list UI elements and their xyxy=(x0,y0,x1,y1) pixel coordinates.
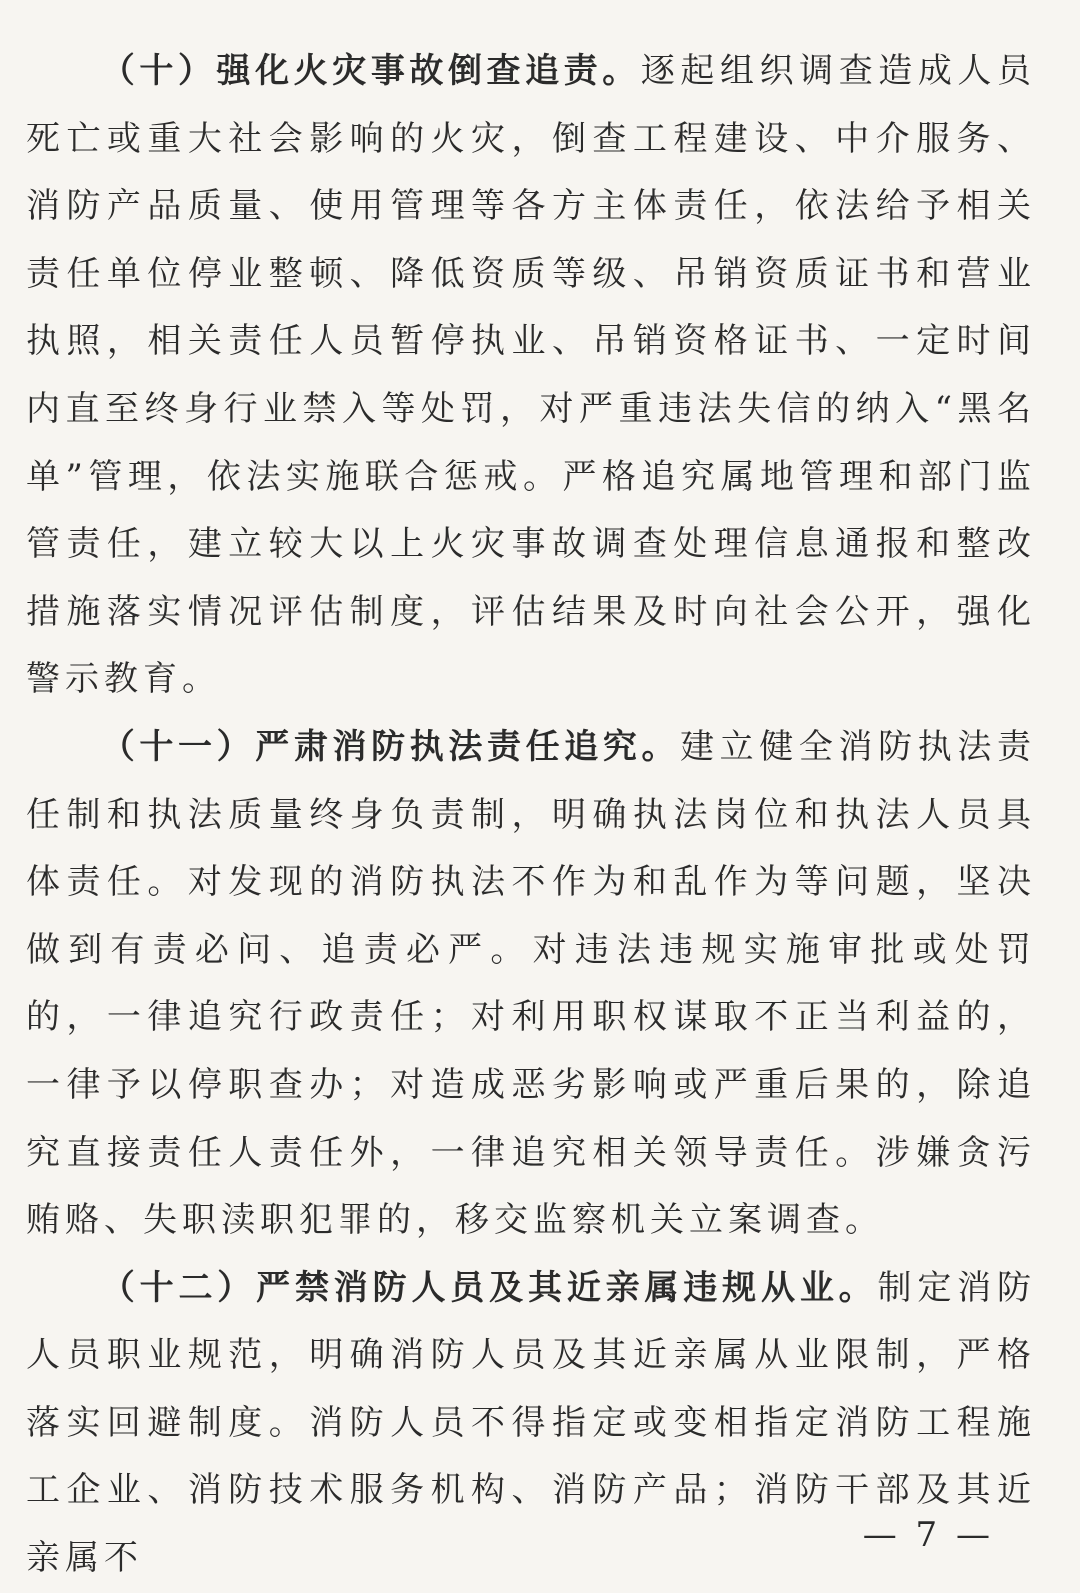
paragraph-11 xyxy=(26,714,1036,1255)
paragraph-text: 建立健全消防执法责任制和执法质量终身负责制，明确执法岗位和执法人员具体责任。对发现的消防执法不作为和乱作为等问题，坚决做到有责必问、追责必严。对违法违规实施审批或处罚的，一律追究行政责任；对利用职权谋取不正当利益的，一律予以停职查办；对造成恶劣影响或严重后果的，除追究直接责任人责任外，一律追究相关领导责任。涉嫌贪污贿赂、失职渎职犯罪的，移交监察机关立案调查。 xyxy=(26,726,1037,1241)
paragraph-heading: （十）强化火灾事故倒查追责。 xyxy=(100,51,641,91)
paragraph-10 xyxy=(26,38,1036,714)
paragraph-text: 制定消防人员职业规范，明确消防人员及其近亲属从业限制，严格落实回避制度。消防人员不得指定或变相指定消防工程施工企业、消防技术服务机构、消防产品；消防干部及其近亲属不 xyxy=(26,1267,1037,1579)
document-body xyxy=(26,38,1036,1593)
paragraph-heading: （十一）严肃消防执法责任追究。 xyxy=(100,726,681,767)
paragraph-heading: （十二）严禁消防人员及其近亲属违规从业。 xyxy=(100,1267,878,1308)
page-number: — 7 — xyxy=(862,1515,994,1555)
paragraph-text: 逐起组织调查造成人员死亡或重大社会影响的火灾，倒查工程建设、中介服务、消防产品质量、使用管理等各方主体责任，依法给予相关责任单位停业整顿、降低资质等级、吊销资质证书和营业执照，相关责任人员暂停执业、吊销资格证书、一定时间内直至终身行业禁入等处罚，对严重违法失信的纳入“黑名单”管理，依法实施联合惩戒。严格追究属地管理和部门监管责任，建立较大以上火灾事故调查处理信息通报和整改措施落实情况评估制度，评估结果及时向社会公开，强化警示教育。 xyxy=(26,51,1037,700)
